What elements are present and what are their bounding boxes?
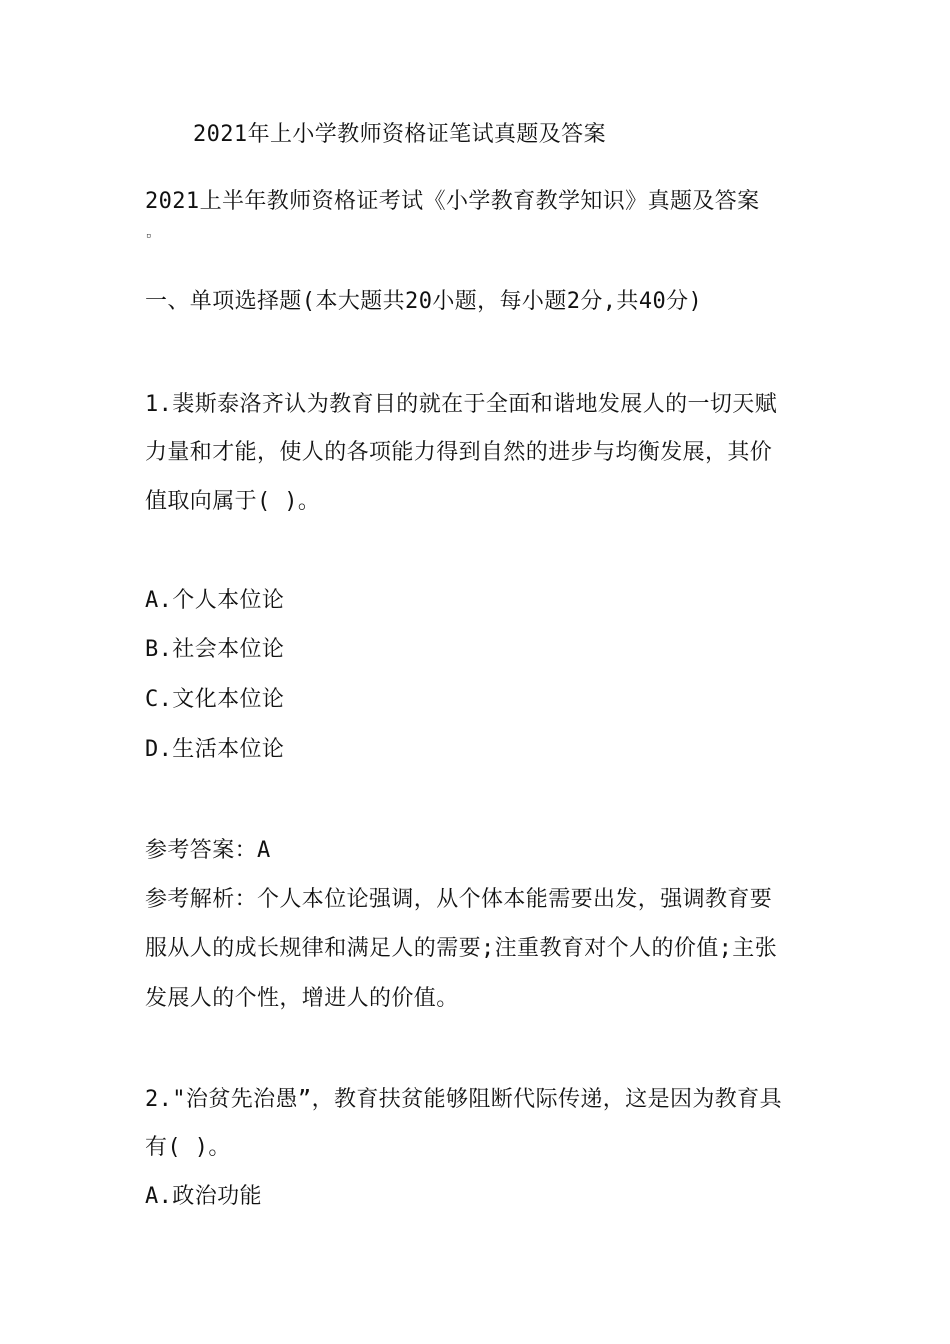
question-2-option-a: A.政治功能 [145,1184,262,1209]
section-heading: 一、单项选择题(本大题共20小题，每小题2分,共40分) [145,289,703,314]
document-title: 2021年上小学教师资格证笔试真题及答案 [193,122,606,147]
question-1-analysis-line-3: 发展人的个性，增进人的价值。 [145,986,459,1011]
document-subtitle: 2021上半年教师资格证考试《小学教育教学知识》真题及答案 [145,189,760,214]
question-1-answer: 参考答案：A [145,838,271,863]
question-1-stem-line-1: 1.裴斯泰洛齐认为教育目的就在于全面和谐地发展人的一切天赋 [145,392,778,417]
question-1-stem-line-3: 值取向属于( )。 [145,489,321,514]
question-1-option-d: D.生活本位论 [145,737,285,762]
question-1-option-c: C.文化本位论 [145,687,285,712]
question-1-option-a: A.个人本位论 [145,588,285,613]
small-mark: ▫ [146,231,152,241]
question-2-stem-line-2: 有( )。 [145,1135,231,1160]
question-1-option-b: B.社会本位论 [145,637,285,662]
question-1-analysis-line-1: 参考解析：个人本位论强调，从个体本能需要出发，强调教育要 [145,887,773,912]
question-1-stem-line-2: 力量和才能，使人的各项能力得到自然的进步与均衡发展，其价 [145,440,773,465]
question-2-stem-line-1: 2."治贫先治愚”，教育扶贫能够阻断代际传递，这是因为教育具 [145,1087,782,1112]
question-1-analysis-line-2: 服从人的成长规律和满足人的需要;注重教育对个人的价值;主张 [145,936,778,961]
